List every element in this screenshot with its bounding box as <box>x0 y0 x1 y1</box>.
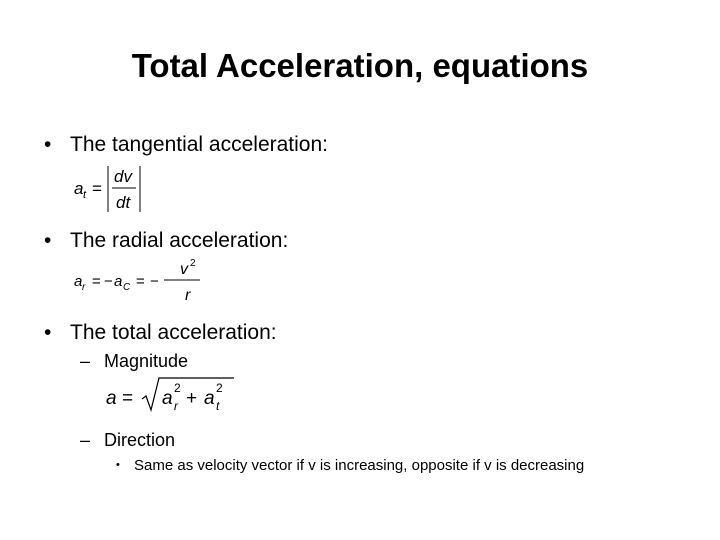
eq-term2-sub: t <box>216 399 220 413</box>
eq-den: r <box>185 287 191 304</box>
equation-tangential <box>72 162 152 214</box>
eq-num: dv <box>114 167 132 186</box>
bullet-marker: • <box>44 133 52 156</box>
eq-term1-sub: r <box>174 399 178 413</box>
sub-marker: – <box>80 351 91 371</box>
bullet-total <box>44 320 277 346</box>
eq-num: v <box>180 261 188 278</box>
sub-marker: – <box>80 430 91 450</box>
sub-item-magnitude <box>80 350 188 372</box>
eq-minus: − <box>104 273 113 290</box>
direction-note <box>116 456 584 475</box>
note-marker: • <box>116 459 120 471</box>
eq-equals: = <box>92 273 101 290</box>
eq-term1: a <box>162 388 173 409</box>
eq-mid-sub: C <box>123 282 131 293</box>
eq-term2: a <box>204 388 215 409</box>
eq-term1-sup: 2 <box>174 381 181 395</box>
eq-den: dt <box>116 193 131 212</box>
sub-item-direction <box>80 429 175 451</box>
bullet-marker: • <box>44 321 52 344</box>
eq-lhs-sub: r <box>82 282 86 293</box>
note-text: Same as velocity vector if v is increasing, opposite if v is decreasing <box>134 457 585 474</box>
eq-num-sup: 2 <box>190 258 196 269</box>
bullet-text: The total acceleration: <box>70 321 277 344</box>
eq-term2-sup: 2 <box>216 381 223 395</box>
slide-title: Total Acceleration, equations <box>131 47 589 84</box>
equation-radial <box>72 256 212 306</box>
eq-lhs: a <box>74 179 84 198</box>
eq-lhs: a <box>106 388 117 409</box>
eq-equals: = <box>92 179 102 198</box>
bullet-text: The radial acceleration: <box>70 229 289 252</box>
equation-magnitude <box>104 374 244 418</box>
bullet-tangential <box>44 132 328 158</box>
eq-lhs: a <box>74 273 83 290</box>
eq-mid: a <box>114 273 123 290</box>
eq-equals-2: = <box>136 273 145 290</box>
eq-equals: = <box>122 388 134 409</box>
sub-text: Direction <box>104 430 176 450</box>
eq-minus-2: − <box>150 273 159 290</box>
bullet-radial <box>44 228 288 254</box>
bullet-marker: • <box>44 229 52 252</box>
eq-lhs-sub: t <box>83 189 87 201</box>
sub-text: Magnitude <box>104 351 189 371</box>
eq-plus: + <box>186 388 198 409</box>
bullet-text: The tangential acceleration: <box>70 133 328 156</box>
